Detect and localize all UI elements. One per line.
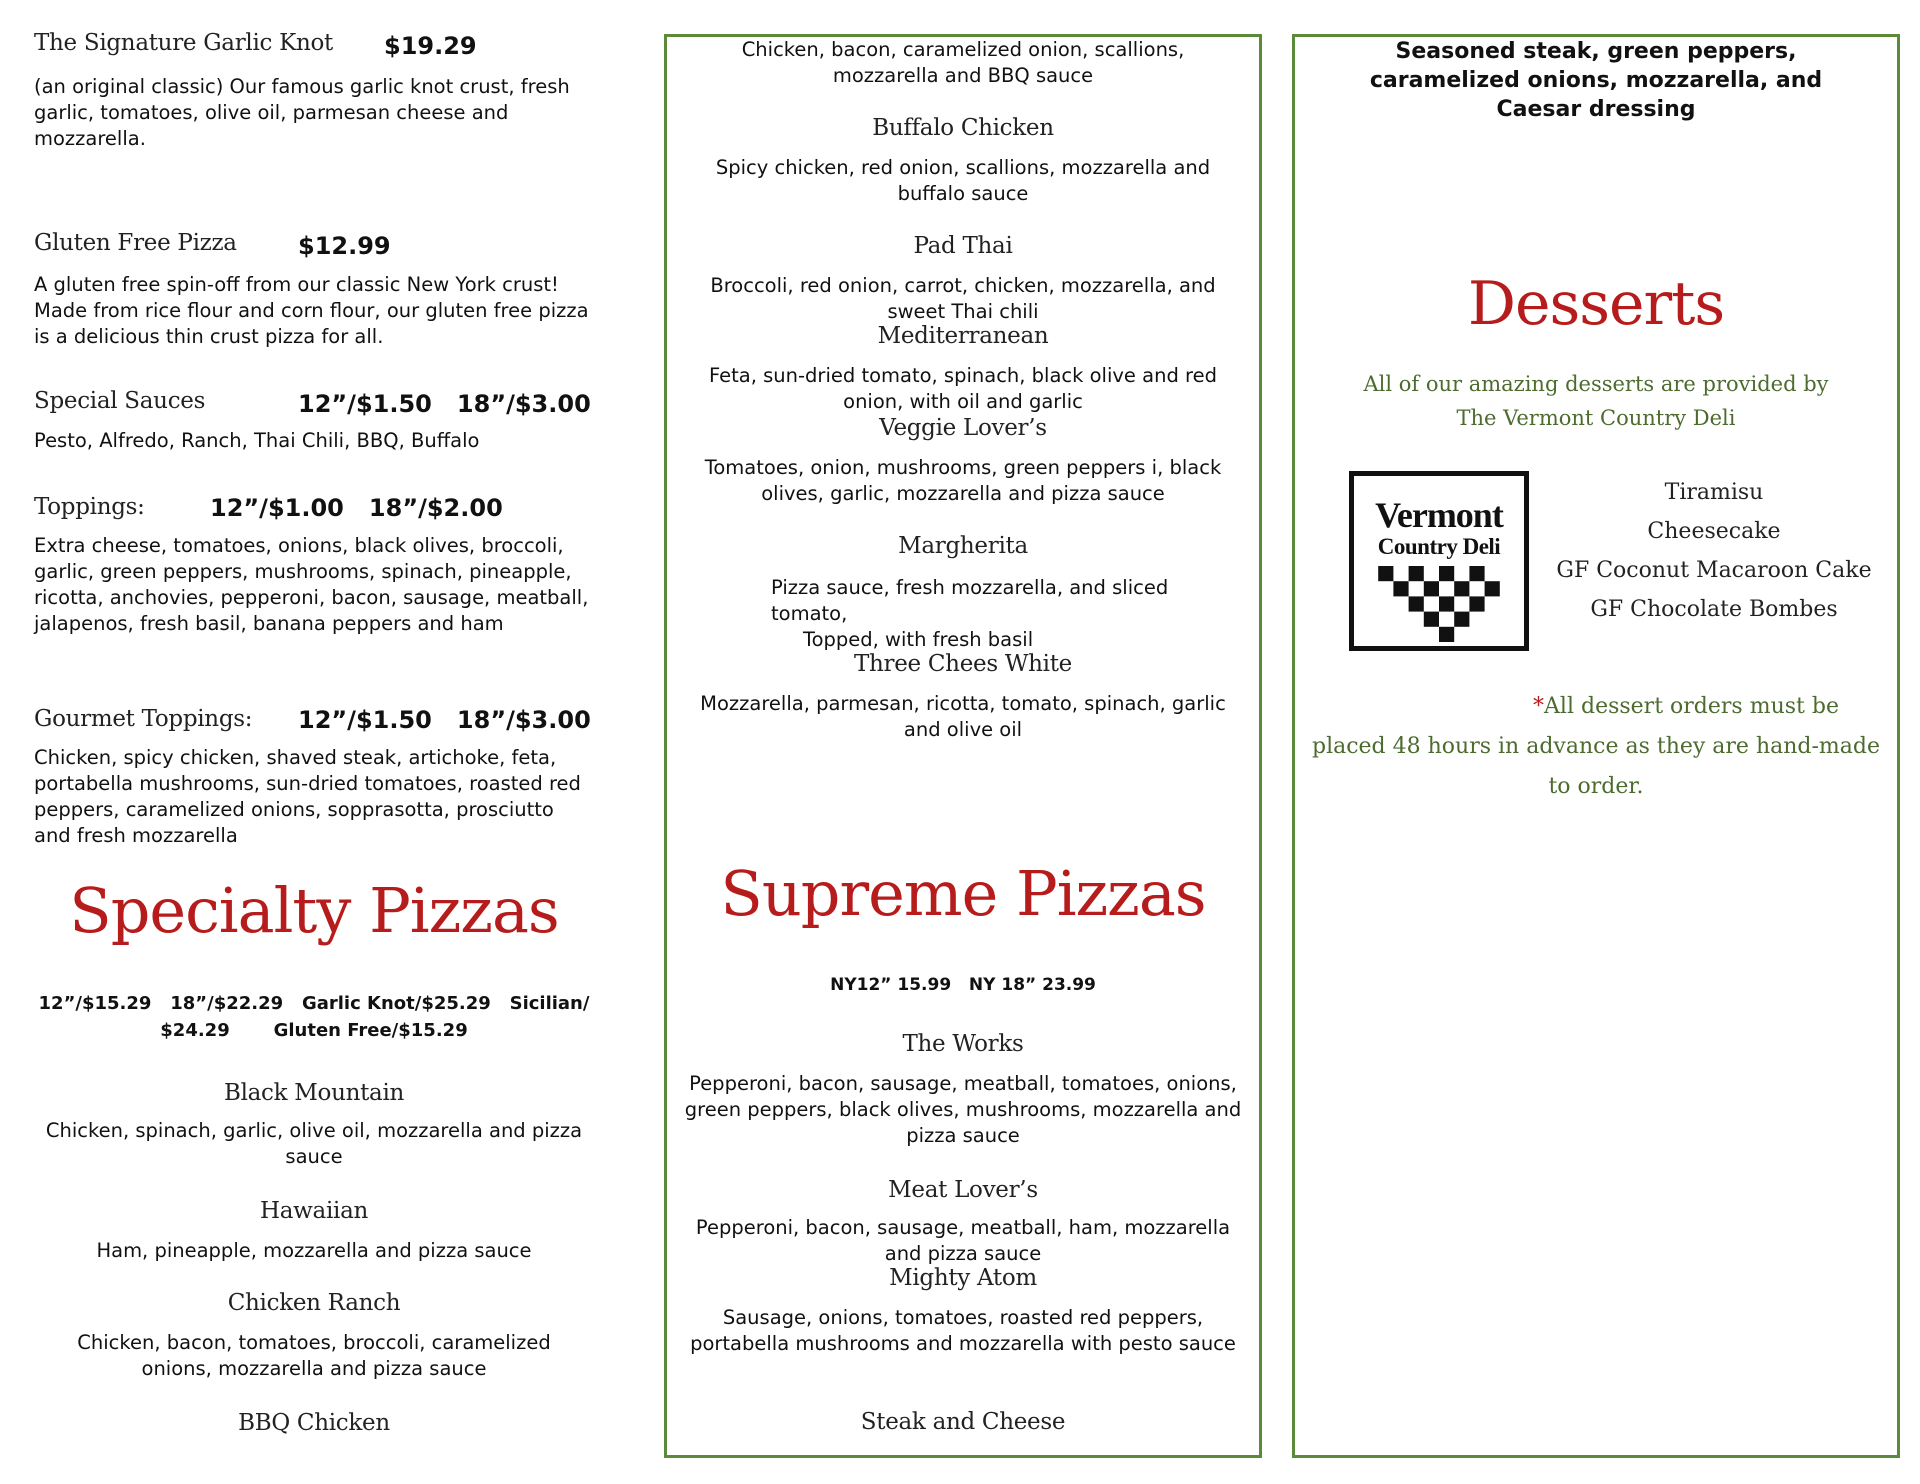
pad-thai-name: Pad Thai <box>913 233 1013 259</box>
logo-text-country-deli: Country Deli <box>1377 534 1501 559</box>
margherita-desc-line2: Topped, with fresh basil <box>803 628 1034 651</box>
gluten-free-name: Gluten Free Pizza <box>34 230 237 256</box>
bbq-chicken-desc: Chicken, bacon, caramelized onion, scallions, mozzarella and BBQ sauce <box>741 38 1185 87</box>
buffalo-chicken-name: Buffalo Chicken <box>872 115 1054 141</box>
buffalo-chicken-desc: Spicy chicken, red onion, scallions, mozzarella and buffalo sauce <box>715 156 1211 205</box>
right-column <box>1292 34 1900 1458</box>
specialty-pizzas-title: Specialty Pizzas <box>69 874 559 947</box>
desserts-title: Desserts <box>1467 269 1725 339</box>
hawaiian-desc: Ham, pineapple, mozzarella and pizza sauce <box>96 1239 532 1262</box>
note-line2: placed 48 hours in advance as they are hand-made <box>1311 734 1880 759</box>
dessert-list <box>1549 473 1879 629</box>
dessert-item-chocolate-bombes: GF Chocolate Bombes <box>1590 597 1838 622</box>
special-sauces-desc: Pesto, Alfredo, Ranch, Thai Chili, BBQ, Buffalo <box>34 429 480 452</box>
toppings-desc: Extra cheese, tomatoes, onions, black olives, broccoli, garlic, green peppers, mushrooms, spinach, pineapple, ricotta, anchovies, pepperoni, bacon, sausage, meatball, jalapenos, fresh basil, banana peppers and ham <box>34 534 589 635</box>
dessert-item-tiramisu: Tiramisu <box>1664 480 1764 505</box>
special-sauces-name: Special Sauces <box>34 388 206 414</box>
dessert-item-coconut-cake: GF Coconut Macaroon Cake <box>1556 558 1872 583</box>
dessert-order-note <box>1295 687 1897 807</box>
hawaiian-name: Hawaiian <box>259 1198 368 1224</box>
gourmet-toppings-desc: Chicken, spicy chicken, shaved steak, artichoke, feta, portabella mushrooms, sun-dried tomatoes, roasted red peppers, caramelized onions, sopprasotta, prosciutto and fresh mozzarella <box>34 746 581 847</box>
margherita-name: Margherita <box>898 533 1028 559</box>
specialty-prices-line1: 12”/$15.29 18”/$22.29 Garlic Knot/$25.29 Sicilian/ <box>38 993 590 1014</box>
pad-thai-desc: Broccoli, red onion, carrot, chicken, mozzarella, and sweet Thai chili <box>710 274 1216 323</box>
mighty-atom-name: Mighty Atom <box>889 1265 1037 1291</box>
garlic-knot-desc: (an original classic) Our famous garlic knot crust, fresh garlic, tomatoes, olive oil, parmesan cheese and mozzarella. <box>34 75 570 150</box>
provider-line2: The Vermont Country Deli <box>1456 406 1736 430</box>
checkerboard-heart-icon <box>1378 566 1500 642</box>
toppings-price: 12”/$1.00 18”/$2.00 <box>210 494 503 522</box>
supreme-prices: NY12” 15.99 NY 18” 23.99 <box>830 975 1096 995</box>
note-asterisk: * <box>1533 694 1545 719</box>
black-mountain-name: Black Mountain <box>223 1080 405 1106</box>
special-sauces-price: 12”/$1.50 18”/$3.00 <box>298 390 591 418</box>
gourmet-toppings-name: Gourmet Toppings: <box>34 706 253 732</box>
logo-text-vermont: Vermont <box>1375 495 1503 535</box>
garlic-knot-price: $19.29 <box>384 32 477 60</box>
vermont-country-deli-logo <box>1349 471 1529 651</box>
note-line3: to order. <box>1548 774 1644 799</box>
left-column <box>34 0 594 1484</box>
mighty-atom-desc: Sausage, onions, tomatoes, roasted red peppers, portabella mushrooms and mozzarella with pesto sauce <box>690 1306 1236 1355</box>
veggie-lovers-desc: Tomatoes, onion, mushrooms, green peppers i, black olives, garlic, mozzarella and pizza sauce <box>704 456 1222 505</box>
three-cheese-name: Three Chees White <box>854 651 1072 677</box>
gourmet-toppings-price: 12”/$1.50 18”/$3.00 <box>298 706 591 734</box>
dessert-provider-text <box>1295 367 1897 435</box>
mediterranean-desc: Feta, sun-dried tomato, spinach, black olive and red onion, with oil and garlic <box>709 364 1217 413</box>
steak-cheese-name: Steak and Cheese <box>860 1409 1066 1435</box>
gluten-free-price: $12.99 <box>298 232 391 260</box>
meat-lovers-name: Meat Lover’s <box>888 1177 1038 1203</box>
toppings-name: Toppings: <box>34 494 145 520</box>
gluten-free-desc: A gluten free spin-off from our classic New York crust! Made from rice flour and corn flour, our gluten free pizza is a delicious thin crust pizza for all. <box>34 273 589 348</box>
dessert-item-cheesecake: Cheesecake <box>1647 519 1781 544</box>
provider-line1: All of our amazing desserts are provided by <box>1363 372 1829 396</box>
chicken-ranch-name: Chicken Ranch <box>227 1290 401 1316</box>
garlic-knot-name: The Signature Garlic Knot <box>34 30 333 56</box>
veggie-lovers-name: Veggie Lover’s <box>879 415 1047 441</box>
black-mountain-desc: Chicken, spinach, garlic, olive oil, mozzarella and pizza sauce <box>45 1119 583 1168</box>
the-works-desc: Pepperoni, bacon, sausage, meatball, tomatoes, onions, green peppers, black olives, mushrooms, mozzarella and pizza sauce <box>684 1072 1242 1147</box>
specialty-prices <box>34 990 594 1044</box>
supreme-pizzas-title: Supreme Pizzas <box>720 857 1206 930</box>
specialty-prices-line2: $24.29 Gluten Free/$15.29 <box>160 1020 468 1041</box>
the-works-name: The Works <box>902 1031 1024 1057</box>
steak-cheese-desc: Seasoned steak, green peppers, caramelized onions, mozzarella, and Caesar dressing <box>1369 39 1823 122</box>
three-cheese-desc: Mozzarella, parmesan, ricotta, tomato, spinach, garlic and olive oil <box>700 692 1226 741</box>
bbq-chicken-name: BBQ Chicken <box>238 1410 390 1436</box>
meat-lovers-desc: Pepperoni, bacon, sausage, meatball, ham, mozzarella and pizza sauce <box>695 1216 1231 1265</box>
note-line1: All dessert orders must be <box>1544 694 1839 719</box>
chicken-ranch-desc: Chicken, bacon, tomatoes, broccoli, caramelized onions, mozzarella and pizza sauce <box>77 1331 551 1380</box>
mediterranean-name: Mediterranean <box>877 323 1049 349</box>
middle-column <box>664 34 1262 1458</box>
margherita-desc-line1: Pizza sauce, fresh mozzarella, and sliced tomato, <box>771 576 1169 625</box>
